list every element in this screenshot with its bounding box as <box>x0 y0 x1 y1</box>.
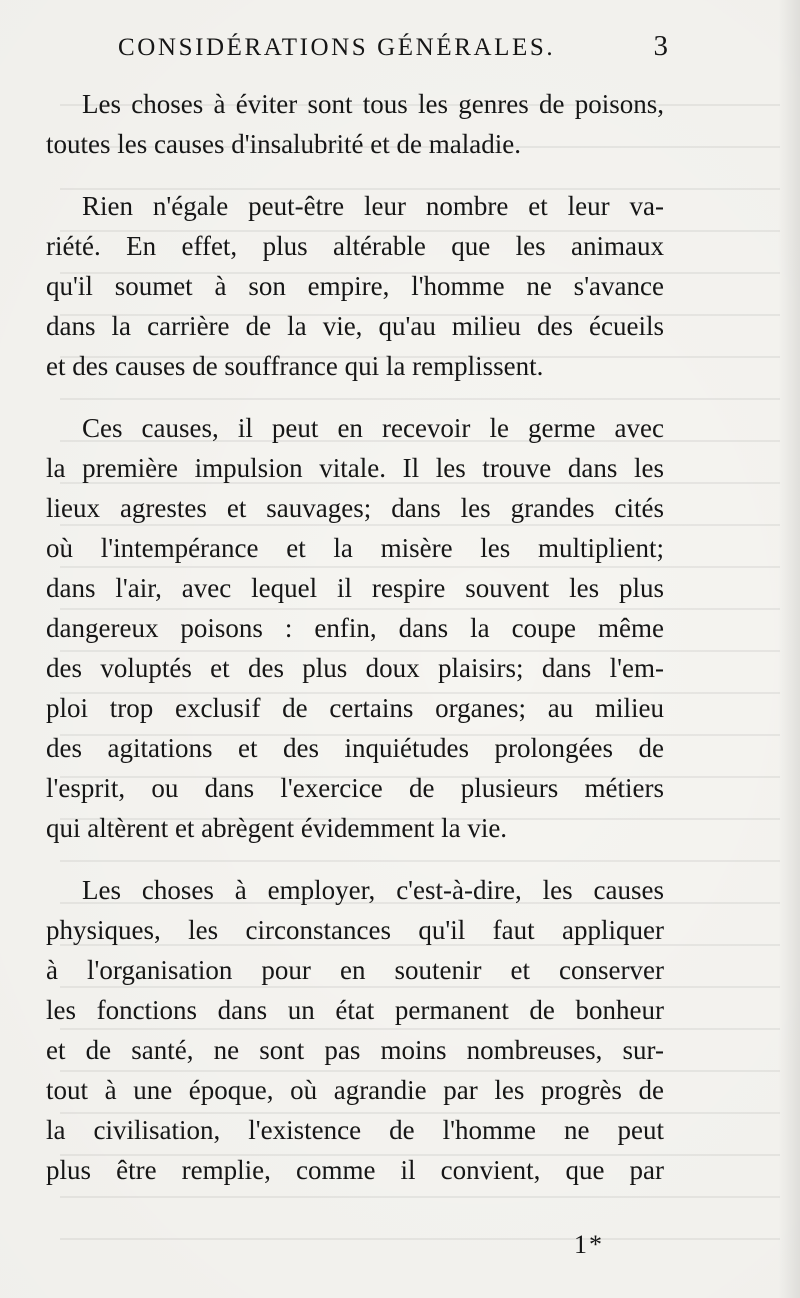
page-edge-shadow <box>778 0 800 1298</box>
paragraph-break <box>46 386 664 408</box>
text-line: dangereux poisons : enfin, dans la coupe même <box>46 613 664 643</box>
text-line: Rien n'égale peut-être leur nombre et leur va- <box>82 191 664 221</box>
text-line: qu'il soumet à son empire, l'homme ne s'avance <box>46 271 664 301</box>
running-header <box>118 30 668 74</box>
text-line: Les choses à employer, c'est-à-dire, les causes <box>82 875 664 905</box>
text-line: Les choses à éviter sont tous les genres de poisons, <box>82 89 664 119</box>
text-line: dans l'air, avec lequel il respire souvent les plus <box>46 573 664 603</box>
text-line: riété. En effet, plus altérable que les animaux <box>46 231 664 261</box>
text-line: toutes les causes d'insalubrité et de maladie. <box>46 129 521 159</box>
running-title: CONSIDÉRATIONS GÉNÉRALES. <box>118 34 556 61</box>
text-line: où l'intempérance et la misère les multiplient; <box>46 533 664 563</box>
text-line: Ces causes, il peut en recevoir le germe avec <box>82 413 664 443</box>
text-line: des voluptés et des plus doux plaisirs; dans l'em- <box>46 653 664 683</box>
text-line: les fonctions dans un état permanent de bonheur <box>46 995 664 1025</box>
text-line: à l'organisation pour en soutenir et conserver <box>46 955 664 985</box>
text-line: la première impulsion vitale. Il les trouve dans les <box>46 453 664 483</box>
signature-mark: 1* <box>574 1230 604 1259</box>
text-line: lieux agrestes et sauvages; dans les grandes cités <box>46 493 664 523</box>
text-line: dans la carrière de la vie, qu'au milieu des écueils <box>46 311 664 341</box>
text-line: qui altèrent et abrègent évidemment la vie. <box>46 813 508 843</box>
text-line: la civilisation, l'existence de l'homme ne peut <box>46 1115 664 1145</box>
page-number: 3 <box>653 30 668 62</box>
body-text <box>46 84 664 1190</box>
paragraph-break <box>46 164 664 186</box>
paragraph-break <box>46 848 664 870</box>
text-line: des agitations et des inquiétudes prolongées de <box>46 733 664 763</box>
text-line: et des causes de souffrance qui la remplissent. <box>46 351 544 381</box>
text-line: plus être remplie, comme il convient, que par <box>46 1155 664 1185</box>
text-line: et de santé, ne sont pas moins nombreuses, sur- <box>46 1035 664 1065</box>
text-line: physiques, les circonstances qu'il faut appliquer <box>46 915 664 945</box>
text-line: tout à une époque, où agrandie par les progrès de <box>46 1075 664 1105</box>
text-line: l'esprit, ou dans l'exercice de plusieurs métiers <box>46 773 664 803</box>
text-line: ploi trop exclusif de certains organes; au milieu <box>46 693 664 723</box>
